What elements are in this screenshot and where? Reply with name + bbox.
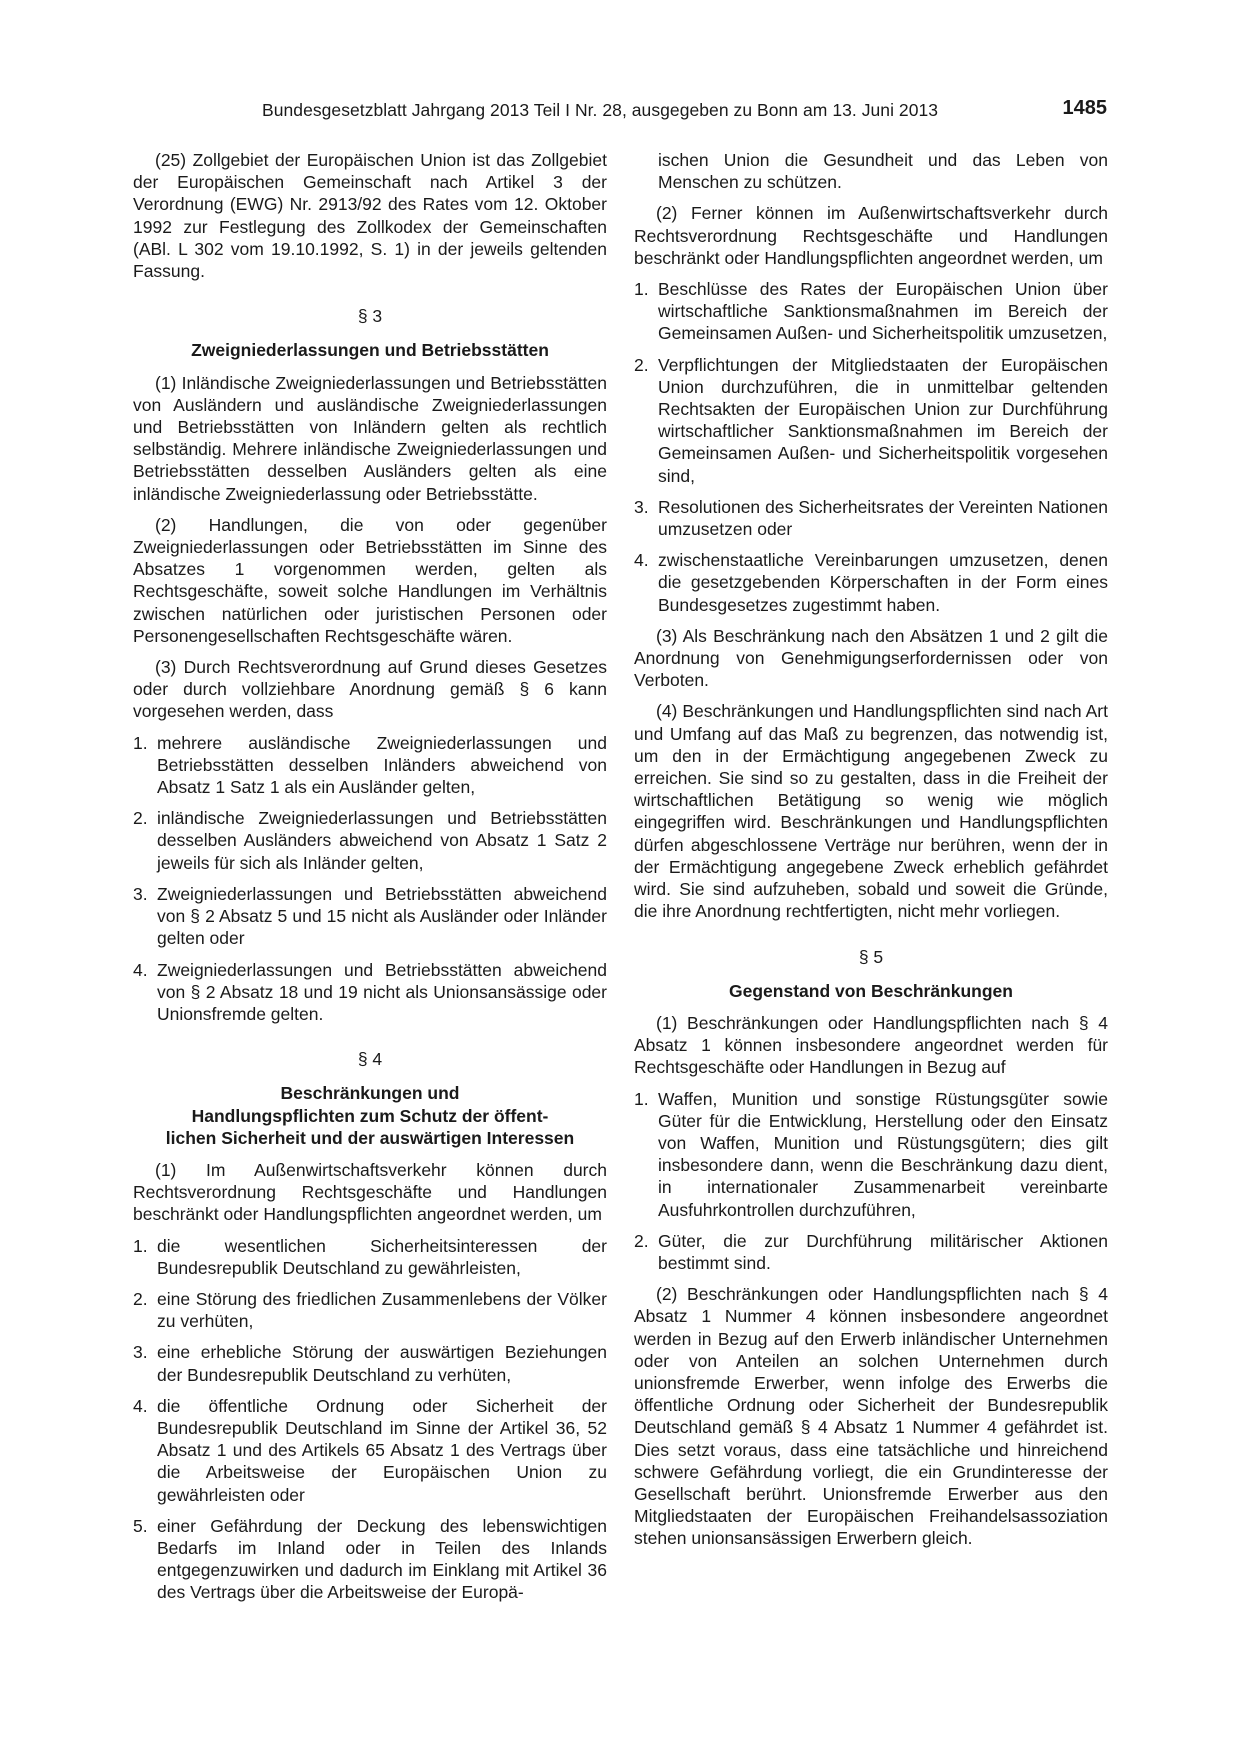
list-item-text: mehrere ausländische Zweigniederlassungen und Betriebsstätten desselben Inländers abweichend von Absatz 1 Satz 1 als ein Ausländer gelten, (157, 732, 607, 798)
s3-paragraph-3: (3) Durch Rechtsverordnung auf Grund dieses Gesetzes oder durch vollziehbare Anordnung gemäß § 6 kann vorgesehen werden, dass (133, 657, 607, 722)
list-item-text: Zweigniederlassungen und Betriebsstätten abweichend von § 2 Absatz 18 und 19 nicht als Unionsansässige oder Unionsfremde gelten. (157, 959, 607, 1024)
list-item-number: 1. (634, 279, 649, 300)
list-item (133, 807, 607, 874)
list-item-number: 1. (133, 732, 148, 753)
definition-paragraph-25: (25) Zollgebiet der Europäischen Union ist das Zollgebiet der Europäischen Gemeinschaft nach Artikel 3 der Verordnung (EWG) Nr. 2913/92 des Rates vom 12. Oktober 1992 zur Festlegung des Zollkodex der Gemeinschaften (ABl. L 302 vom 19.10.1992, S. 1) in der jeweils geltenden Fassung. (133, 150, 607, 282)
s5-list (634, 1088, 1108, 1275)
list-item (634, 278, 1108, 345)
list-item (634, 1230, 1108, 1274)
s3-paragraph-2: (2) Handlungen, die von oder gegenüber Zweigniederlassungen oder Betriebsstätten im Sinne des Absatzes 1 vorgenommen werden, gelten als Rechtsgeschäfte, soweit solche Handlungen im Verhältnis zwischen natürlichen oder juristischen Personen oder Personengesellschaften Rechtsgeschäfte wären. (133, 514, 607, 646)
list-item-number: 3. (634, 496, 649, 517)
section-title-4-line-3: lichen Sicherheit und der auswärtigen Interessen (165, 1127, 575, 1148)
list-item (133, 1515, 607, 1604)
list-item-text: Waffen, Munition und sonstige Rüstungsgüter sowie Güter für die Entwicklung, Herstellung oder den Einsatz von Waffen, Munition und Rüstungsgütern; dies gilt insbesondere dann, wenn die Beschränkung dazu dient, in internationaler Zusammenarbeit vereinbarte Ausfuhrkontrollen durchzuführen, (658, 1088, 1108, 1220)
continuation-text: ischen Union die Gesundheit und das Leben von Menschen zu schützen. (658, 150, 1108, 193)
list-item (133, 959, 607, 1026)
right-column (634, 149, 1108, 1559)
list-item (133, 1235, 607, 1279)
list-item-number: 3. (133, 883, 148, 904)
list-item-text: eine erhebliche Störung der auswärtigen Beziehungen der Bundesrepublik Deutschland zu verhüten, (157, 1342, 607, 1385)
list-item-text: Zweigniederlassungen und Betriebsstätten abweichend von § 2 Absatz 5 und 15 nicht als Ausländer oder Inländer gelten oder (157, 883, 607, 949)
list-item-number: 2. (133, 1288, 148, 1309)
section-number-3: § 3 (357, 306, 383, 327)
s4-paragraph-1: (1) Im Außenwirtschaftsverkehr können durch Rechtsverordnung Rechtsgeschäfte und Handlungen beschränkt oder Handlungspflichten angeordnet werden, um (133, 1159, 607, 1225)
list-item (133, 883, 607, 950)
list-item-text: eine Störung des friedlichen Zusammenlebens der Völker zu verhüten, (157, 1288, 607, 1332)
list-item (133, 1288, 607, 1332)
section-title-5: Gegenstand von Beschränkungen (729, 980, 1013, 1001)
s4-list-2 (634, 278, 1108, 616)
s4-paragraph-4: (4) Beschränkungen und Handlungspflichten sind nach Art und Umfang auf das Maß zu begrenzen, das notwendig ist, um den in der Ermächtigung angegebenen Zweck zu erreichen. Sie sind so zu gestalten, dass in die Freiheit der wirtschaftlichen Betätigung so wenig wie möglich eingegriffen wird. Beschränkungen und Handlungspflichten dürfen abgeschlossene Verträge nur berühren, wenn der in der Ermächtigung angegebene Zweck erheblich gefährdet wird. Sie sind aufzuheben, sobald und soweit die Gründe, die ihre Anordnung rechtfertigten, nicht mehr vorliegen. (634, 701, 1108, 922)
list-item-number: 1. (133, 1235, 148, 1256)
list-item-number: 4. (634, 550, 649, 571)
list-item-text: einer Gefährdung der Deckung des lebenswichtigen Bedarfs im Inland oder in Teilen des Inlands entgegenzuwirken und dadurch im Einklang mit Artikel 36 des Vertrags über die Arbeitsweise der Europä- (157, 1515, 607, 1603)
list-item-number: 1. (634, 1088, 649, 1109)
list-item-number: 3. (133, 1342, 148, 1363)
list-item-text: Verpflichtungen der Mitgliedstaaten der Europäischen Union durchzuführen, die in unmittelbar geltenden Rechtsakten der Europäischen Union zur Durchführung wirtschaftlicher Sanktionsmaßnahmen im Bereich der Gemeinsamen Außen- und Sicherheitspolitik vorgesehen sind, (658, 354, 1108, 486)
s5-paragraph-2: (2) Beschränkungen oder Handlungspflichten nach § 4 Absatz 1 Nummer 4 können insbesondere angeordnet werden in Bezug auf den Erwerb inländischer Unternehmen oder von Anteilen an solchen Unternehmen durch unionsfremde Erwerber, wenn infolge des Erwerbs die öffentliche Ordnung oder Sicherheit der Bundesrepublik Deutschland gemäß § 4 Absatz 1 Nummer 4 gefährdet ist. Dies setzt voraus, dass eine tatsächliche und hinreichend schwere Gefährdung vorliegt, die ein Grundinteresse der Gesellschaft berührt. Unionsfremde Erwerber aus den Mitgliedstaaten der Europäischen Freihandelsassoziation stehen unionsansässigen Erwerbern gleich. (634, 1284, 1108, 1549)
list-item (634, 496, 1108, 540)
list-item (634, 549, 1108, 616)
running-title: Bundesgesetzblatt Jahrgang 2013 Teil I Nr. 28, ausgegeben zu Bonn am 13. Juni 2013 (262, 100, 939, 120)
list-item-text: inländische Zweigniederlassungen und Betriebsstätten desselben Ausländers abweichend von Absatz 1 Satz 2 jeweils für sich als Inländer gelten, (157, 808, 607, 873)
section-title-4-line-2: Handlungspflichten zum Schutz der öffent- (191, 1105, 549, 1126)
left-column (133, 149, 607, 1613)
s4-paragraph-3: (3) Als Beschränkung nach den Absätzen 1 und 2 gilt die Anordnung von Genehmigungserfordernissen oder von Verboten. (634, 625, 1108, 691)
list-item-number: 2. (634, 1230, 649, 1251)
section-number-4: § 4 (357, 1049, 383, 1070)
list-item-text: zwischenstaatliche Vereinbarungen umzusetzen, denen die gesetzgebenden Körperschaften in der Form eines Bundesgesetzes zugestimmt haben. (658, 550, 1108, 615)
s4-paragraph-2: (2) Ferner können im Außenwirtschaftsverkehr durch Rechtsverordnung Rechtsgeschäfte und Handlungen beschränkt oder Handlungspflichten angeordnet werden, um (634, 203, 1108, 268)
page-number: 1485 (1062, 97, 1107, 119)
list-item-number: 2. (634, 354, 649, 375)
list-item-text: Güter, die zur Durchführung militärischer Aktionen bestimmt sind. (658, 1230, 1108, 1273)
list-item-text: Beschlüsse des Rates der Europäischen Union über wirtschaftliche Sanktionsmaßnahmen im Bereich der Gemeinsamen Außen- und Sicherheitspolitik umzusetzen, (658, 279, 1108, 344)
list-item-number: 4. (133, 1395, 148, 1416)
section-number-5: § 5 (858, 946, 884, 967)
list-item-text: die wesentlichen Sicherheitsinteressen der Bundesrepublik Deutschland zu gewährleisten, (157, 1235, 607, 1278)
list-item-number: 4. (133, 959, 148, 980)
section-title-4 (133, 1082, 607, 1149)
running-header (0, 97, 1241, 128)
list-item (133, 1395, 607, 1506)
s3-list (133, 732, 607, 1025)
list-item (133, 732, 607, 799)
s3-paragraph-1: (1) Inländische Zweigniederlassungen und Betriebsstätten von Ausländern und ausländische Zweigniederlassungen und Betriebsstätten von Inländern gelten als rechtlich selbständig. Mehrere inländische Zweigniederlassungen und Betriebsstätten desselben Ausländers gelten als eine inländische Zweigniederlassung oder Betriebsstätte. (133, 372, 607, 504)
s4-list-1 (133, 1235, 607, 1604)
list-item (133, 1341, 607, 1385)
list-item (634, 354, 1108, 487)
section-title-4-line-1: Beschränkungen und (280, 1083, 460, 1104)
section-title-3: Zweigniederlassungen und Betriebsstätten (191, 340, 549, 361)
s5-paragraph-1: (1) Beschränkungen oder Handlungspflichten nach § 4 Absatz 1 können insbesondere angeordnet werden für Rechtsgeschäfte oder Handlungen in Bezug auf (634, 1012, 1108, 1078)
list-item (634, 1088, 1108, 1221)
list-item-number: 5. (133, 1515, 148, 1536)
list-item-text: Resolutionen des Sicherheitsrates der Vereinten Nationen umzusetzen oder (658, 496, 1108, 540)
list-item-number: 2. (133, 808, 148, 829)
list-item-text: die öffentliche Ordnung oder Sicherheit der Bundesrepublik Deutschland im Sinne der Artikel 36, 52 Absatz 1 und des Artikels 65 Absatz 1 des Vertrags über die Arbeitsweise der Europäischen Union zu gewährleisten oder (157, 1395, 607, 1505)
